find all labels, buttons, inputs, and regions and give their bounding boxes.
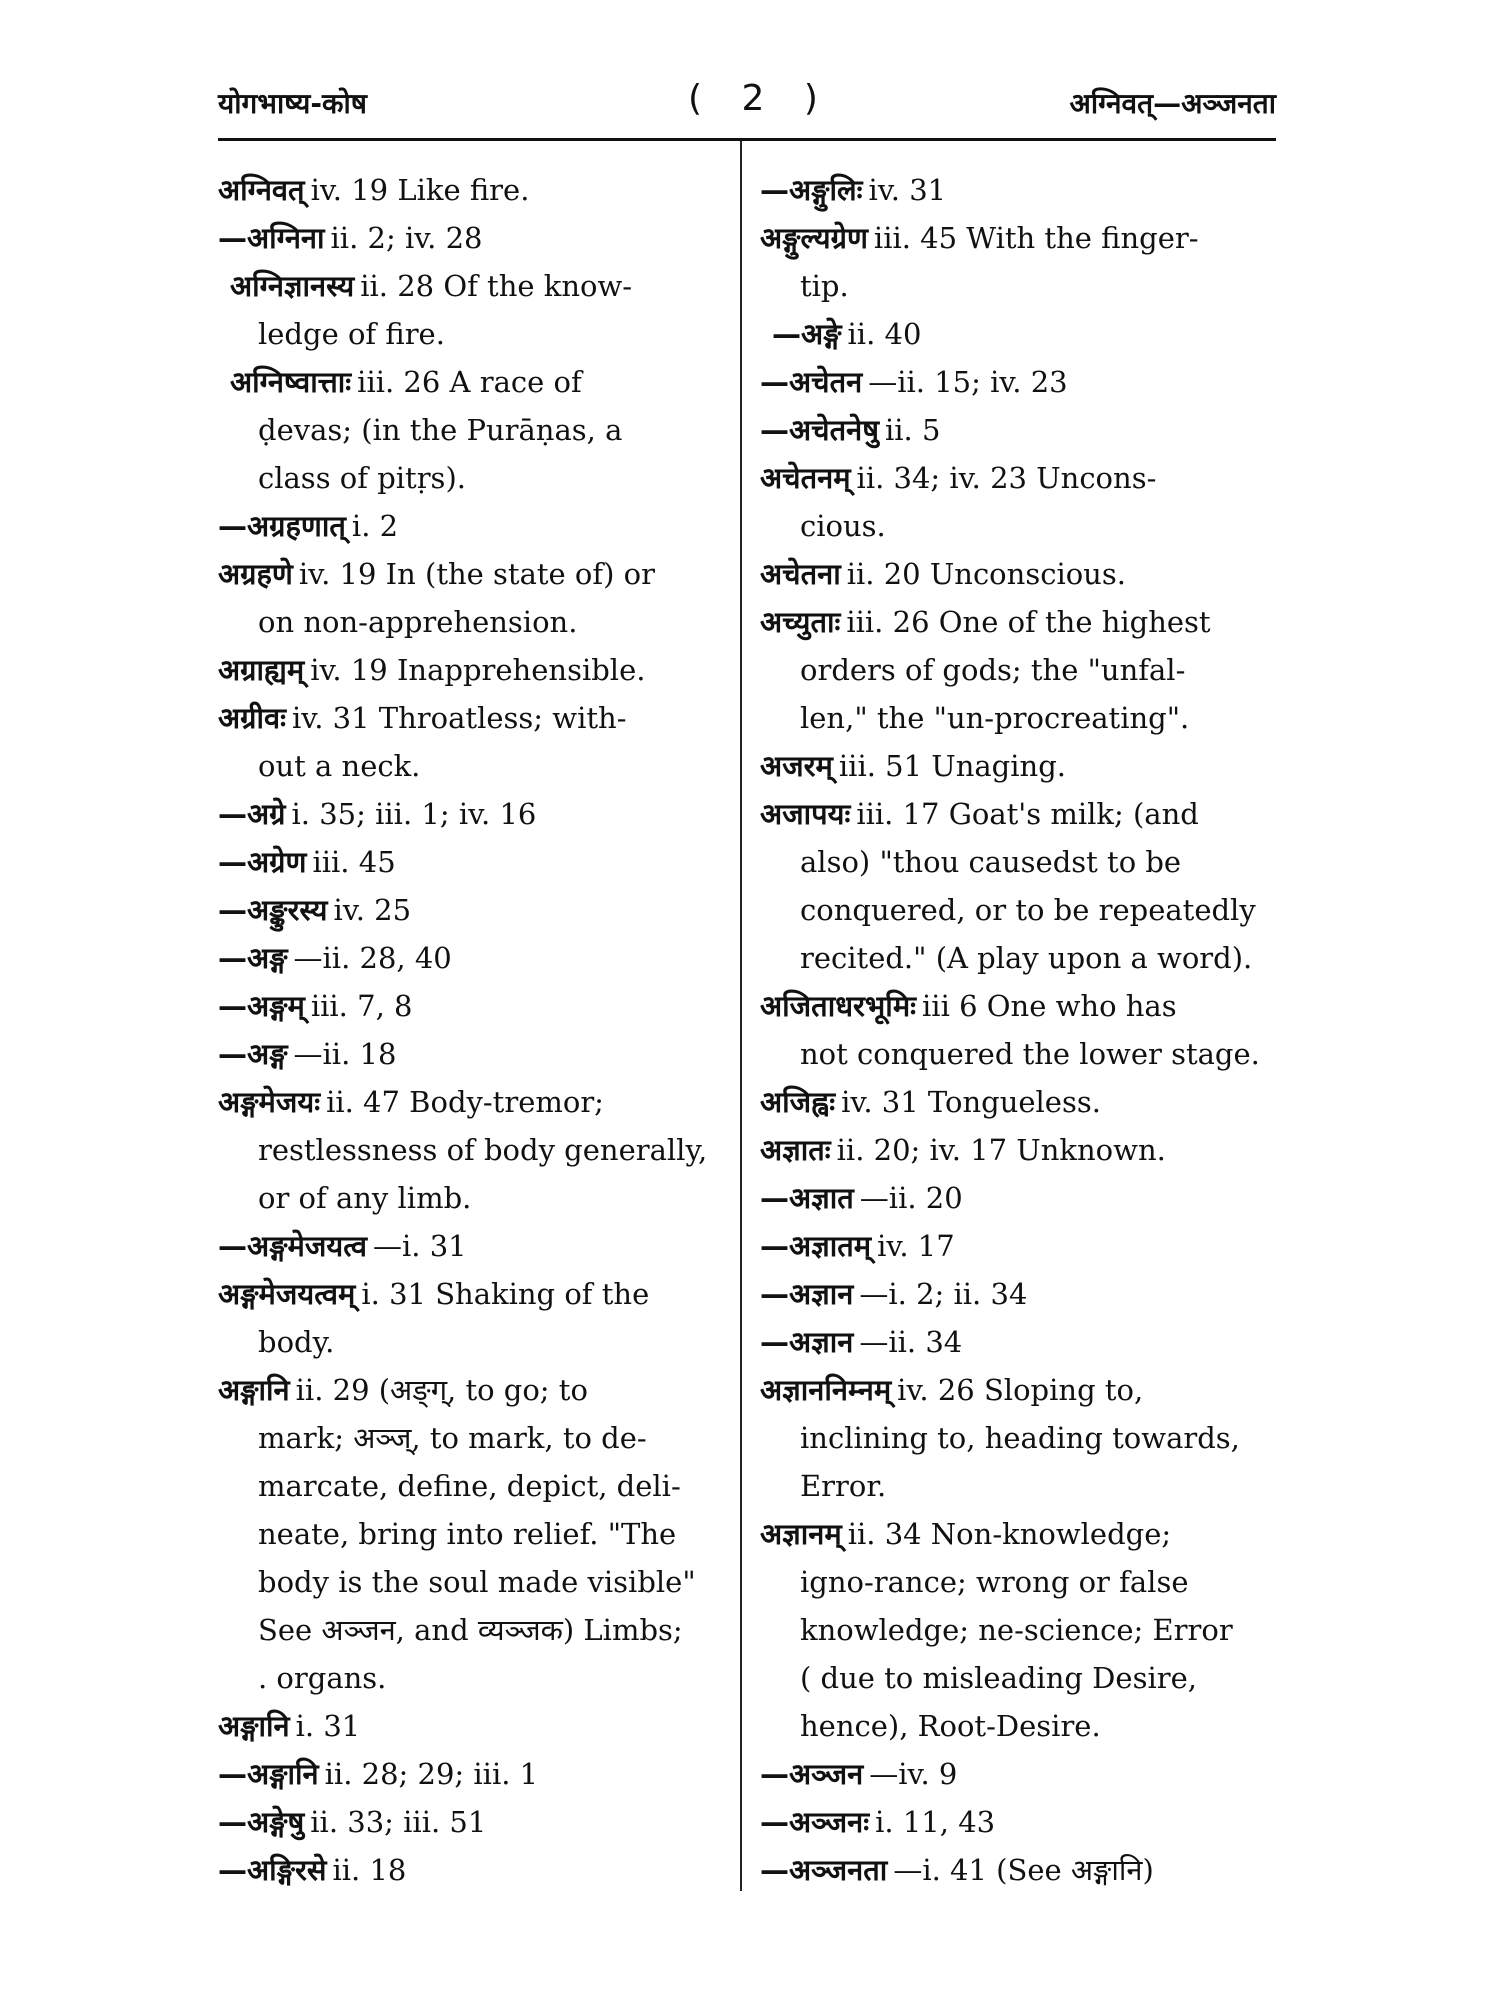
entry-text: iv. 17 <box>877 1229 955 1263</box>
entry-continuation-line <box>218 1174 718 1222</box>
entry-line <box>218 1750 718 1798</box>
entry-continuation-line <box>760 838 1260 886</box>
header-book-title: योगभाष्य-कोष <box>218 87 367 120</box>
entry-line <box>760 358 1260 406</box>
entry-line <box>760 166 1260 214</box>
entry-line <box>760 1846 1260 1894</box>
entry-line <box>218 934 718 982</box>
entry-line <box>218 1222 718 1270</box>
entry-line <box>218 1030 718 1078</box>
entry-continuation-line <box>760 1558 1260 1606</box>
page-number: ( 2 ) <box>688 78 832 119</box>
entry-headword: अङ्गमेजयः <box>218 1085 321 1119</box>
entry-line <box>760 790 1260 838</box>
entry-headword: —अज्ञातम् <box>760 1229 872 1263</box>
entry-line <box>760 1270 1260 1318</box>
entry-continuation-line <box>760 694 1260 742</box>
entry-text: ii. 20; iv. 17 Unknown. <box>836 1133 1166 1167</box>
entry-text: ii. 28 Of the know- <box>360 269 633 303</box>
entry-text: —ii. 20 <box>859 1181 963 1215</box>
entry-line <box>760 550 1260 598</box>
entry-continuation-line <box>760 646 1260 694</box>
entry-line <box>760 1318 1260 1366</box>
entry-text: neate, bring into relief. "The <box>258 1517 677 1551</box>
entry-text: out a neck. <box>258 749 421 783</box>
left-column <box>218 166 718 1894</box>
entry-text: iii. 51 Unaging. <box>838 749 1066 783</box>
entry-text: class of pitṛs). <box>258 461 466 495</box>
entry-headword: —अज्ञान <box>760 1277 854 1311</box>
entry-line <box>760 1510 1260 1558</box>
entry-headword: अच्युताः <box>760 605 841 639</box>
entry-text: iii. 26 One of the highest <box>846 605 1211 639</box>
entry-headword: —अज्ञात <box>760 1181 854 1215</box>
entry-text: ii. 40 <box>847 317 922 351</box>
entry-text: iii. 45 With the finger- <box>873 221 1199 255</box>
entry-text: iv. 31 Tongueless. <box>841 1085 1101 1119</box>
entry-headword: अज्ञाननिम्नम् <box>760 1373 892 1407</box>
entry-text: marcate, define, depict, deli- <box>258 1469 681 1503</box>
entry-text: tip. <box>800 269 849 303</box>
entry-text: iv. 26 Sloping to, <box>897 1373 1144 1407</box>
entry-line <box>760 1798 1260 1846</box>
entry-continuation-line <box>218 1606 718 1654</box>
entry-line <box>218 214 718 262</box>
entry-line <box>218 1798 718 1846</box>
entry-text: ii. 18 <box>332 1853 407 1887</box>
entry-line <box>760 1126 1260 1174</box>
entry-line <box>760 598 1260 646</box>
entry-text: iii. 17 Goat's milk; (and <box>856 797 1199 831</box>
entry-continuation-line <box>760 1462 1260 1510</box>
entry-line <box>218 262 718 310</box>
entry-headword: अग्निष्वात्ताः <box>230 365 352 399</box>
entry-continuation-line <box>218 454 718 502</box>
entry-text: —iv. 9 <box>869 1757 958 1791</box>
entry-text: orders of gods; the "unfal- <box>800 653 1186 687</box>
right-column <box>760 166 1260 1894</box>
entry-text: knowledge; ne-science; Error <box>800 1613 1233 1647</box>
entry-text: See अञ्जन, and व्यञ्जक) Limbs; <box>258 1613 683 1647</box>
entry-line <box>760 1222 1260 1270</box>
entry-continuation-line <box>218 1654 718 1702</box>
entry-text: —ii. 28, 40 <box>293 941 452 975</box>
entry-headword: —अङ्गिरसे <box>218 1853 327 1887</box>
entry-headword: अजिह्वः <box>760 1085 836 1119</box>
entry-continuation-line <box>760 934 1260 982</box>
entry-line <box>760 742 1260 790</box>
entry-headword: अङ्गानि <box>218 1373 290 1407</box>
entry-headword: अग्रहणे <box>218 557 293 591</box>
entry-text: also) "thou causedst to be <box>800 845 1182 879</box>
entry-headword: —अङ्कुरस्य <box>218 893 328 927</box>
entry-headword: —अङ्गानि <box>218 1757 319 1791</box>
entry-text: i. 31 Shaking of the <box>361 1277 650 1311</box>
entry-text: iv. 25 <box>333 893 412 927</box>
entry-text: —ii. 34 <box>859 1325 963 1359</box>
entry-text: i. 35; iii. 1; iv. 16 <box>291 797 537 831</box>
entry-text: body is the soul made visible" <box>258 1565 696 1599</box>
entry-line <box>218 502 718 550</box>
entry-headword: अङ्गमेजयत्वम् <box>218 1277 356 1311</box>
header-rule <box>218 138 1276 141</box>
entry-continuation-line <box>760 1414 1260 1462</box>
entry-text: —i. 2; ii. 34 <box>859 1277 1028 1311</box>
entry-headword: —अञ्जनः <box>760 1805 870 1839</box>
entry-continuation-line <box>218 1318 718 1366</box>
entry-text: or of any limb. <box>258 1181 472 1215</box>
entry-text: ii. 34; iv. 23 Uncons- <box>856 461 1157 495</box>
entry-line <box>218 646 718 694</box>
entry-text: iii. 45 <box>312 845 396 879</box>
entry-line <box>760 406 1260 454</box>
entry-headword: अग्रीवः <box>218 701 287 735</box>
entry-headword: —अग्रे <box>218 797 286 831</box>
entry-text: hence), Root-Desire. <box>800 1709 1101 1743</box>
entry-line <box>760 982 1260 1030</box>
entry-line <box>218 1846 718 1894</box>
entry-text: ii. 5 <box>884 413 941 447</box>
entry-text: i. 31 <box>295 1709 361 1743</box>
entry-text: iv. 19 Like fire. <box>310 173 530 207</box>
entry-headword: —अङ्गमेजयत्व <box>218 1229 368 1263</box>
entry-headword: —अग्रहणात् <box>218 509 346 543</box>
entry-continuation-line <box>218 1558 718 1606</box>
entry-line <box>760 1366 1260 1414</box>
entry-headword: —अञ्जन <box>760 1757 864 1791</box>
entry-line <box>218 790 718 838</box>
entry-text: ii. 29 (अङ्ग्, to go; to <box>295 1373 588 1407</box>
entry-headword: —अङ्ग <box>218 941 288 975</box>
entry-line <box>218 838 718 886</box>
entry-text: ii. 20 Unconscious. <box>846 557 1126 591</box>
entry-text: iii 6 One who has <box>922 989 1177 1023</box>
entry-continuation-line <box>218 1510 718 1558</box>
page-header <box>218 78 1276 128</box>
entry-text: iv. 31 Throatless; with- <box>292 701 627 735</box>
entry-headword: अङ्गुल्यग्रेण <box>760 221 868 255</box>
entry-headword: अज्ञानम् <box>760 1517 842 1551</box>
entry-line <box>760 1078 1260 1126</box>
entry-headword: —अङ्गेषु <box>218 1805 305 1839</box>
entry-text: on non-apprehension. <box>258 605 578 639</box>
entry-continuation-line <box>760 1702 1260 1750</box>
entry-text: iv. 19 In (the state of) or <box>298 557 655 591</box>
entry-text: i. 2 <box>351 509 399 543</box>
entry-headword: अग्राह्यम् <box>218 653 305 687</box>
entry-text: —ii. 18 <box>293 1037 397 1071</box>
entry-headword: —अञ्जनता <box>760 1853 888 1887</box>
entry-headword: —अङ्गुलिः <box>760 173 863 207</box>
entry-line <box>218 358 718 406</box>
entry-line <box>760 1174 1260 1222</box>
entry-text: cious. <box>800 509 886 543</box>
entry-line <box>218 694 718 742</box>
entry-headword: अजरम् <box>760 749 833 783</box>
entry-continuation-line <box>760 262 1260 310</box>
entry-text: len," the "un-procreating". <box>800 701 1190 735</box>
entry-headword: अग्निज्ञानस्य <box>230 269 355 303</box>
entry-headword: अचेतनम् <box>760 461 851 495</box>
entry-headword: अङ्गानि <box>218 1709 290 1743</box>
entry-headword: अचेतना <box>760 557 841 591</box>
entry-headword: अज्ञातः <box>760 1133 831 1167</box>
entry-continuation-line <box>760 1030 1260 1078</box>
entry-continuation-line <box>760 1606 1260 1654</box>
entry-continuation-line <box>218 310 718 358</box>
entry-text: ii. 34 Non-knowledge; <box>847 1517 1172 1551</box>
entry-headword: अजापयः <box>760 797 851 831</box>
entry-headword: —अज्ञान <box>760 1325 854 1359</box>
entry-continuation-line <box>218 742 718 790</box>
entry-line <box>218 550 718 598</box>
entry-line <box>760 1750 1260 1798</box>
entry-headword: अजिताधरभूमिः <box>760 989 917 1023</box>
entry-headword: —अङ्गे <box>772 317 842 351</box>
entry-line <box>218 1702 718 1750</box>
entry-continuation-line <box>218 1462 718 1510</box>
entry-headword: —अङ्ग <box>218 1037 288 1071</box>
entry-headword: —अग्रेण <box>218 845 307 879</box>
entry-line <box>218 886 718 934</box>
entry-headword: —अचेतनेषु <box>760 413 879 447</box>
entry-continuation-line <box>218 406 718 454</box>
entry-line <box>760 310 1260 358</box>
entry-continuation-line <box>218 1414 718 1462</box>
entry-text: igno-rance; wrong or false <box>800 1565 1189 1599</box>
entry-line <box>218 1078 718 1126</box>
entry-continuation-line <box>760 502 1260 550</box>
entry-headword: —अचेतन <box>760 365 863 399</box>
entry-continuation-line <box>218 598 718 646</box>
entry-text: . organs. <box>258 1661 387 1695</box>
entry-line <box>218 982 718 1030</box>
entry-text: ( due to misleading Desire, <box>800 1661 1197 1695</box>
entry-line <box>760 214 1260 262</box>
entry-text: inclining to, heading towards, <box>800 1421 1240 1455</box>
entry-text: ii. 28; 29; iii. 1 <box>324 1757 539 1791</box>
entry-text: not conquered the lower stage. <box>800 1037 1260 1071</box>
entry-text: ḍevas; (in the Purāṇas, a <box>258 413 623 447</box>
entry-headword: —अङ्गम् <box>218 989 305 1023</box>
entry-text: —ii. 15; iv. 23 <box>868 365 1068 399</box>
entry-line <box>218 166 718 214</box>
entry-text: ii. 47 Body-tremor; <box>326 1085 604 1119</box>
entry-text: body. <box>258 1325 335 1359</box>
entry-text: ii. 2; iv. 28 <box>330 221 483 255</box>
entry-continuation-line <box>760 886 1260 934</box>
entry-text: recited." (A play upon a word). <box>800 941 1253 975</box>
entry-text: ii. 33; iii. 51 <box>310 1805 487 1839</box>
entry-line <box>218 1366 718 1414</box>
entry-text: Error. <box>800 1469 887 1503</box>
entry-text: mark; अञ्ज्, to mark, to de- <box>258 1421 647 1455</box>
entry-continuation-line <box>760 1654 1260 1702</box>
entry-text: iv. 31 <box>868 173 947 207</box>
entry-text: ledge of fire. <box>258 317 445 351</box>
entry-text: iii. 7, 8 <box>310 989 413 1023</box>
entry-continuation-line <box>218 1126 718 1174</box>
entry-text: conquered, or to be repeatedly <box>800 893 1256 927</box>
entry-headword: —अग्निना <box>218 221 325 255</box>
header-entry-range: अग्निवत्—अञ्जनता <box>1069 87 1276 120</box>
entry-text: —i. 31 <box>373 1229 467 1263</box>
entry-text: —i. 41 (See अङ्गानि) <box>893 1853 1154 1887</box>
entry-headword: अग्निवत् <box>218 173 305 207</box>
entry-line <box>760 454 1260 502</box>
entry-text: restlessness of body generally, <box>258 1133 708 1167</box>
entry-text: i. 11, 43 <box>875 1805 996 1839</box>
entry-line <box>218 1270 718 1318</box>
entry-text: iv. 19 Inapprehensible. <box>310 653 646 687</box>
entry-text: iii. 26 A race of <box>357 365 582 399</box>
column-divider <box>740 141 742 1891</box>
